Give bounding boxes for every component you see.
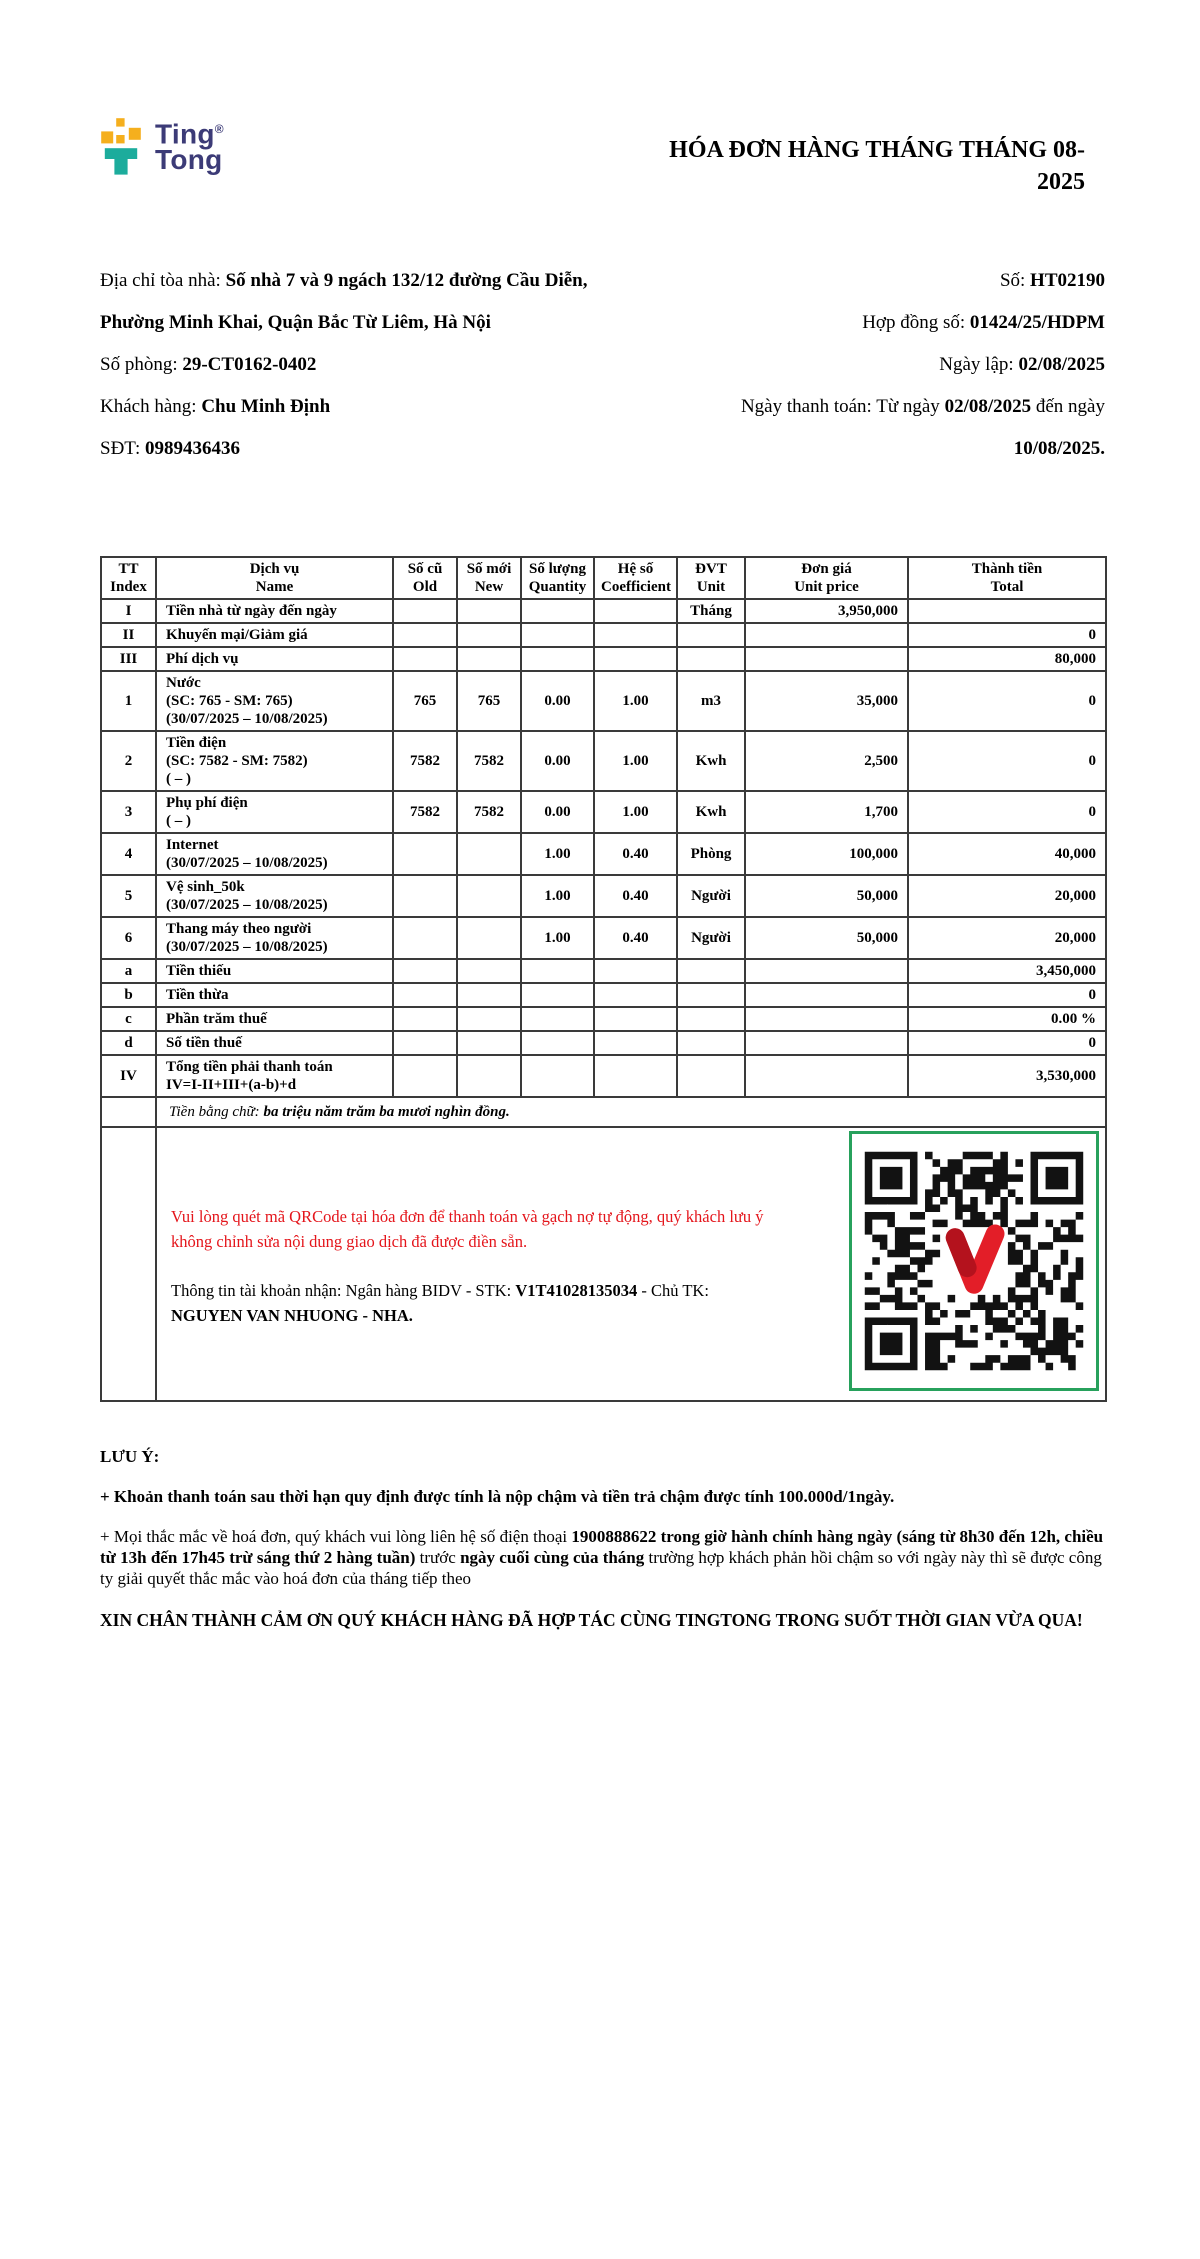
cell-coefficient: 1.00 (594, 791, 677, 833)
cell-service-name: Nước (SC: 765 - SM: 765) (30/07/2025 – 10/08/2025) (156, 671, 393, 731)
deadline-emphasis: ngày cuối cùng của tháng (460, 1548, 645, 1567)
column-header-0: TT Index (101, 557, 156, 599)
phone-label: SĐT: (100, 438, 145, 459)
cell-service-name: Tiền thiếu (156, 959, 393, 983)
column-header-5: Hệ số Coefficient (594, 557, 677, 599)
cell-total: 20,000 (908, 875, 1106, 917)
room-label: Số phòng: (100, 354, 183, 375)
cell-unit (677, 623, 745, 647)
cell-quantity (521, 599, 594, 623)
cell-index: 3 (101, 791, 156, 833)
cell-service-name: Thang máy theo người (30/07/2025 – 10/08/2025) (156, 917, 393, 959)
cell-unit: Người (677, 875, 745, 917)
contract-number (705, 302, 1105, 344)
cell-total: 0 (908, 1031, 1106, 1055)
cell-old (393, 623, 457, 647)
service-row-I (101, 599, 1106, 623)
cell-unit (677, 1007, 745, 1031)
cell-service-name: Tiền điện (SC: 7582 - SM: 7582) ( – ) (156, 731, 393, 791)
cell-old (393, 917, 457, 959)
tingtong-logo (100, 116, 224, 198)
service-row-6 (101, 917, 1106, 959)
service-row-5 (101, 875, 1106, 917)
cell-total: 3,450,000 (908, 959, 1106, 983)
cell-total: 0.00 % (908, 1007, 1106, 1031)
cell-unit (677, 983, 745, 1007)
cell-unit-price: 1,700 (745, 791, 908, 833)
cell-index: 6 (101, 917, 156, 959)
payment-period-line1 (705, 386, 1105, 428)
hotline-note-part2: trước (415, 1548, 461, 1567)
column-header-3: Số mới New (457, 557, 521, 599)
cell-new (457, 1007, 521, 1031)
cell-unit (677, 647, 745, 671)
cell-unit-price: 35,000 (745, 671, 908, 731)
cell-service-name: Phần trăm thuế (156, 1007, 393, 1031)
phone-value: 0989436436 (144, 438, 240, 459)
cell-unit: Tháng (677, 599, 745, 623)
service-row-c (101, 1007, 1106, 1031)
cell-quantity (521, 983, 594, 1007)
cell-quantity (521, 1055, 594, 1097)
logo-wordmark (155, 116, 224, 176)
cell-index: 5 (101, 875, 156, 917)
cell-new (457, 983, 521, 1007)
address-value-line2: Phường Minh Khai, Quận Bắc Từ Liêm, Hà Nội (100, 312, 491, 333)
cell-quantity: 0.00 (521, 671, 594, 731)
payment-qr-row (101, 1127, 1106, 1401)
cell-unit (677, 1055, 745, 1097)
cell-quantity (521, 623, 594, 647)
issue-date-value: 02/08/2025 (1018, 354, 1105, 375)
column-header-8: Thành tiền Total (908, 557, 1106, 599)
address-label: Địa chỉ tòa nhà: (100, 270, 226, 291)
cell-new: 7582 (457, 791, 521, 833)
hotline-note-part3: trường hợp khách phản hồi chậm so với ngày này thì sẽ được công ty giải quyết thắc mắc vào hoá đơn của tháng tiếp theo (100, 1548, 1102, 1588)
cell-total (908, 599, 1106, 623)
cell-index: 4 (101, 833, 156, 875)
cell-quantity (521, 959, 594, 983)
cell-total: 0 (908, 731, 1106, 791)
payment-period-line2 (705, 428, 1105, 470)
cell-service-name: Phí dịch vụ (156, 647, 393, 671)
address-value-line1: Số nhà 7 và 9 ngách 132/12 đường Cầu Diễn, (225, 270, 588, 291)
column-header-6: ĐVT Unit (677, 557, 745, 599)
column-header-2: Số cũ Old (393, 557, 457, 599)
service-row-4 (101, 833, 1106, 875)
invoice-info-right (705, 260, 1105, 470)
invoice-number (705, 260, 1105, 302)
qr-row-content-cell (156, 1127, 1106, 1401)
cell-unit-price (745, 1007, 908, 1031)
tingtong-sprout-icon (100, 116, 142, 183)
cell-unit-price: 3,950,000 (745, 599, 908, 623)
bank-account-mid: - Chủ TK: (637, 1281, 709, 1300)
cell-total: 0 (908, 671, 1106, 731)
payment-period-label: Ngày thanh toán: Từ ngày (740, 396, 945, 417)
cell-coefficient: 0.40 (594, 833, 677, 875)
invoice-title-line1: HÓA ĐƠN HÀNG THÁNG THÁNG 08- (669, 137, 1085, 163)
bank-account-number: V1T41028135034 (515, 1281, 638, 1300)
cell-index: c (101, 1007, 156, 1031)
cell-unit-price (745, 983, 908, 1007)
building-address-line2 (100, 302, 700, 344)
service-row-IV (101, 1055, 1106, 1097)
cell-new (457, 1055, 521, 1097)
cell-new (457, 875, 521, 917)
cell-service-name: Tổng tiền phải thanh toán IV=I-II+III+(a-b)+d (156, 1055, 393, 1097)
hotline-number: 1900888622 trong giờ hành chính hàng ngày (sáng từ 8h30 đến 12h, chiều từ 13h đến 17h45 trừ sáng thứ 2 hàng tuần) (100, 1527, 1104, 1567)
bank-account-holder: NGUYEN VAN NHUONG - NHA. (171, 1306, 413, 1325)
cell-new (457, 647, 521, 671)
invoice-info (100, 260, 1105, 470)
cell-quantity: 1.00 (521, 875, 594, 917)
cell-old (393, 1031, 457, 1055)
cell-index: IV (101, 1055, 156, 1097)
cell-total: 3,530,000 (908, 1055, 1106, 1097)
cell-unit: Người (677, 917, 745, 959)
service-row-b (101, 983, 1106, 1007)
payment-text-block (163, 1130, 801, 1328)
cell-total: 40,000 (908, 833, 1106, 875)
payment-to-date: 10/08/2025. (1013, 438, 1105, 459)
cell-service-name: Tiền nhà từ ngày đến ngày (156, 599, 393, 623)
cell-total: 20,000 (908, 917, 1106, 959)
cell-old (393, 1055, 457, 1097)
cell-unit: Kwh (677, 731, 745, 791)
cell-index: 1 (101, 671, 156, 731)
room-value: 29-CT0162-0402 (182, 354, 317, 375)
qr-scan-warning: Vui lòng quét mã QRCode tại hóa đơn để thanh toán và gạch nợ tự động, quý khách lưu ý không chỉnh sửa nội dung giao dịch đã được điền sẵn. (171, 1207, 764, 1251)
cell-new (457, 833, 521, 875)
amount-in-words-row (101, 1097, 1106, 1127)
invoice-title (669, 116, 1085, 198)
amount-in-words-cell (156, 1097, 1106, 1127)
cell-index: b (101, 983, 156, 1007)
cell-unit-price (745, 1055, 908, 1097)
building-address-line1 (100, 260, 700, 302)
cell-quantity (521, 647, 594, 671)
amount-in-words-index-cell (101, 1097, 156, 1127)
cell-new: 7582 (457, 731, 521, 791)
payment-qr-code (849, 1131, 1099, 1391)
cell-quantity: 1.00 (521, 833, 594, 875)
hotline-note-part1: + Mọi thắc mắc về hoá đơn, quý khách vui lòng liên hệ số điện thoại (100, 1527, 572, 1546)
cell-quantity: 1.00 (521, 917, 594, 959)
payment-from-date: 02/08/2025 (944, 396, 1032, 417)
cell-service-name: Khuyến mại/Giảm giá (156, 623, 393, 647)
registered-mark: ® (214, 122, 224, 136)
table-header-row (101, 557, 1106, 599)
cell-index: 2 (101, 731, 156, 791)
column-header-4: Số lượng Quantity (521, 557, 594, 599)
invoice-document (100, 0, 1105, 1652)
cell-new (457, 917, 521, 959)
cell-new: 765 (457, 671, 521, 731)
cell-coefficient (594, 1031, 677, 1055)
invoice-info-left (100, 260, 700, 470)
hotline-note (100, 1526, 1105, 1589)
cell-quantity (521, 1031, 594, 1055)
column-header-7: Đơn giá Unit price (745, 557, 908, 599)
cell-quantity: 0.00 (521, 731, 594, 791)
cell-coefficient: 0.40 (594, 875, 677, 917)
invoice-number-value: HT02190 (1030, 270, 1105, 291)
footer-notes (100, 1446, 1105, 1633)
logo-line2: Tong (155, 144, 223, 176)
payment-period-mid: đến ngày (1031, 396, 1105, 417)
thank-you-message: XIN CHÂN THÀNH CẢM ƠN QUÝ KHÁCH HÀNG ĐÃ HỢP TÁC CÙNG TINGTONG TRONG SUỐT THỜI GIAN VỪA QUA! (100, 1610, 1083, 1630)
cell-service-name: Vệ sinh_50k (30/07/2025 – 10/08/2025) (156, 875, 393, 917)
cell-old: 7582 (393, 731, 457, 791)
service-row-2 (101, 731, 1106, 791)
cell-coefficient (594, 1007, 677, 1031)
cell-index: III (101, 647, 156, 671)
customer-value: Chu Minh Định (201, 396, 331, 417)
cell-coefficient (594, 647, 677, 671)
late-payment-note: + Khoản thanh toán sau thời hạn quy định được tính là nộp chậm và tiền trả chậm được tính 100.000d/1ngày. (100, 1487, 895, 1506)
cell-coefficient (594, 623, 677, 647)
notes-title: LƯU Ý: (100, 1447, 160, 1466)
cell-old (393, 1007, 457, 1031)
cell-old (393, 959, 457, 983)
cell-total: 0 (908, 623, 1106, 647)
invoice-number-label: Số: (999, 270, 1031, 291)
cell-unit (677, 959, 745, 983)
cell-old (393, 833, 457, 875)
room-number (100, 344, 700, 386)
cell-coefficient (594, 599, 677, 623)
contract-value: 01424/25/HDPM (969, 312, 1105, 333)
cell-unit-price: 50,000 (745, 875, 908, 917)
service-row-d (101, 1031, 1106, 1055)
amount-in-words-label: Tiền bằng chữ: (169, 1104, 264, 1120)
cell-quantity (521, 1007, 594, 1031)
cell-old (393, 599, 457, 623)
service-row-1 (101, 671, 1106, 731)
cell-coefficient (594, 1055, 677, 1097)
cell-service-name: Internet (30/07/2025 – 10/08/2025) (156, 833, 393, 875)
cell-coefficient (594, 959, 677, 983)
cell-unit: m3 (677, 671, 745, 731)
cell-total: 0 (908, 791, 1106, 833)
cell-old (393, 647, 457, 671)
cell-unit: Kwh (677, 791, 745, 833)
service-row-III (101, 647, 1106, 671)
cell-index: II (101, 623, 156, 647)
cell-coefficient: 0.40 (594, 917, 677, 959)
cell-new (457, 1031, 521, 1055)
cell-unit-price (745, 1031, 908, 1055)
cell-unit: Phòng (677, 833, 745, 875)
column-header-1: Dịch vụ Name (156, 557, 393, 599)
cell-old: 765 (393, 671, 457, 731)
cell-unit-price: 2,500 (745, 731, 908, 791)
service-row-II (101, 623, 1106, 647)
cell-old: 7582 (393, 791, 457, 833)
logo-line1: Ting (155, 118, 215, 150)
cell-unit-price: 50,000 (745, 917, 908, 959)
cell-new (457, 959, 521, 983)
bank-account-info (171, 1278, 801, 1328)
cell-index: d (101, 1031, 156, 1055)
cell-unit-price (745, 647, 908, 671)
service-row-3 (101, 791, 1106, 833)
cell-service-name: Phụ phí điện ( – ) (156, 791, 393, 833)
cell-total: 80,000 (908, 647, 1106, 671)
cell-quantity: 0.00 (521, 791, 594, 833)
cell-index: a (101, 959, 156, 983)
customer-phone (100, 428, 700, 470)
qr-row-index-cell (101, 1127, 156, 1401)
invoice-title-line2: 2025 (1037, 169, 1085, 195)
document-header (100, 116, 1105, 198)
cell-new (457, 599, 521, 623)
contract-label: Hợp đồng số: (862, 312, 970, 333)
cell-unit-price (745, 623, 908, 647)
issue-date-label: Ngày lập: (939, 354, 1019, 375)
cell-unit-price (745, 959, 908, 983)
cell-new (457, 623, 521, 647)
cell-unit (677, 1031, 745, 1055)
cell-total: 0 (908, 983, 1106, 1007)
cell-old (393, 983, 457, 1007)
service-row-a (101, 959, 1106, 983)
bank-account-label: Thông tin tài khoản nhận: Ngân hàng BIDV - STK: (171, 1281, 516, 1300)
cell-index: I (101, 599, 156, 623)
services-table (100, 556, 1107, 1402)
payment-instructions (163, 1130, 1099, 1398)
cell-coefficient (594, 983, 677, 1007)
issue-date (705, 344, 1105, 386)
cell-service-name: Số tiền thuế (156, 1031, 393, 1055)
cell-service-name: Tiền thừa (156, 983, 393, 1007)
cell-unit-price: 100,000 (745, 833, 908, 875)
customer-name (100, 386, 700, 428)
cell-coefficient: 1.00 (594, 671, 677, 731)
cell-old (393, 875, 457, 917)
customer-label: Khách hàng: (100, 396, 202, 417)
cell-coefficient: 1.00 (594, 731, 677, 791)
amount-in-words-value: ba triệu năm trăm ba mươi nghìn đồng. (263, 1104, 510, 1120)
